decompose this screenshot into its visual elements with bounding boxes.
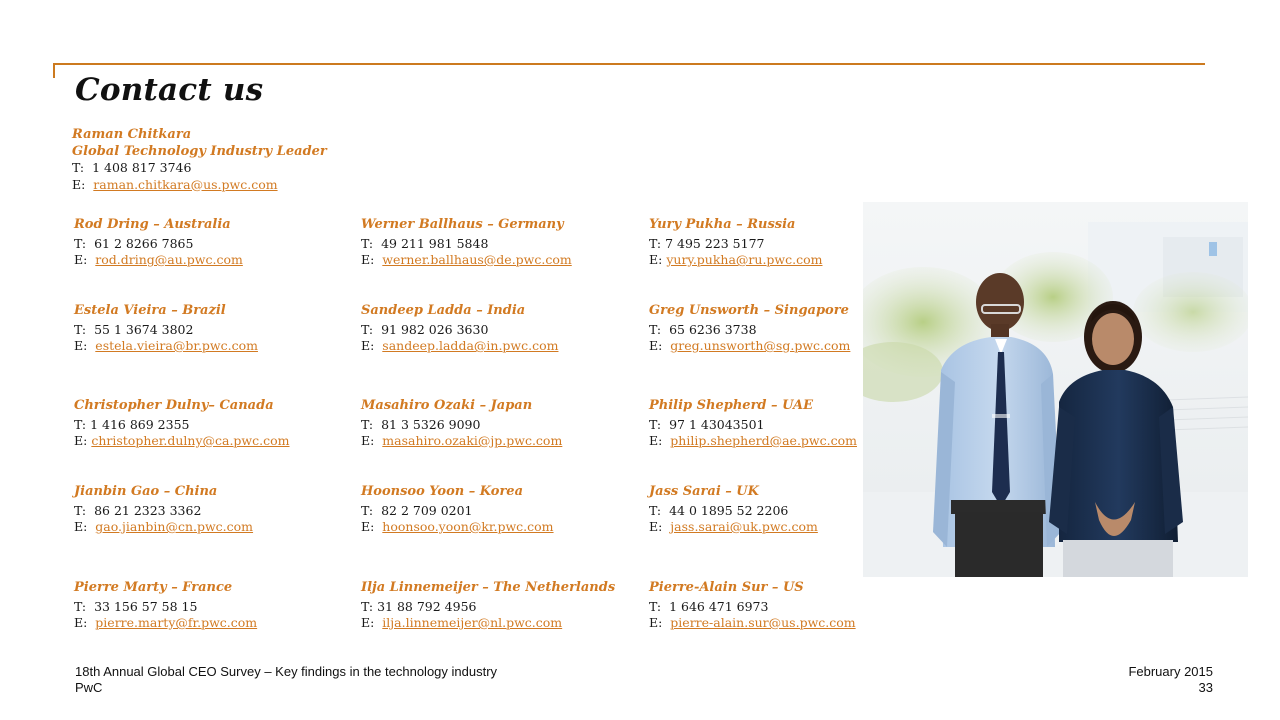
- top-rule-tick: [53, 63, 55, 78]
- contact-email-link[interactable]: sandeep.ladda@in.pwc.com: [382, 338, 559, 353]
- contact-card: [361, 484, 641, 536]
- footer-right: [1128, 664, 1213, 696]
- contact-card: [361, 303, 641, 355]
- page-number: 33: [1198, 680, 1213, 695]
- contact-email-link[interactable]: werner.ballhaus@de.pwc.com: [382, 252, 572, 267]
- phone-label: T:: [74, 416, 87, 432]
- contact-name: Jianbin Gao – China: [74, 484, 218, 499]
- contact-card: [361, 217, 641, 269]
- contact-name: Philip Shepherd – UAE: [649, 398, 814, 413]
- contact-phone: 91 982 026 3630: [381, 321, 489, 337]
- leader-name: Raman Chitkara: [72, 127, 192, 142]
- contact-phone: 82 2 709 0201: [381, 502, 473, 518]
- contact-card: [74, 398, 354, 450]
- contact-phone: 33 156 57 58 15: [94, 598, 198, 614]
- email-label: E:: [74, 615, 88, 630]
- contact-email-link[interactable]: gao.jianbin@cn.pwc.com: [95, 519, 254, 534]
- contact-name: Jass Sarai – UK: [649, 484, 759, 499]
- leader-email-line: [72, 177, 327, 194]
- contact-phone: 1 416 869 2355: [90, 416, 190, 432]
- contact-email-link[interactable]: estela.vieira@br.pwc.com: [95, 338, 258, 353]
- contact-name: Sandeep Ladda – India: [361, 303, 526, 318]
- phone-label: T:: [649, 321, 662, 337]
- contact-card: [361, 580, 641, 632]
- contact-email-link[interactable]: greg.unsworth@sg.pwc.com: [670, 338, 851, 353]
- contact-name: Greg Unsworth – Singapore: [649, 303, 849, 318]
- contact-name: Werner Ballhaus – Germany: [361, 217, 564, 232]
- contact-card: [361, 398, 641, 450]
- contact-email-link[interactable]: pierre-alain.sur@us.pwc.com: [670, 615, 856, 630]
- phone-label: T:: [361, 235, 374, 251]
- leader-role: Global Technology Industry Leader: [72, 143, 327, 159]
- contact-name: Rod Dring – Australia: [74, 217, 231, 232]
- contact-phone: 81 3 5326 9090: [381, 416, 481, 432]
- contact-email-link[interactable]: philip.shepherd@ae.pwc.com: [670, 433, 857, 448]
- contact-card: [74, 484, 354, 536]
- phone-label: T:: [649, 416, 662, 432]
- contact-email-link[interactable]: masahiro.ozaki@jp.pwc.com: [382, 433, 563, 448]
- phone-label: T:: [361, 502, 374, 518]
- footer-brand: PwC: [75, 680, 103, 695]
- contact-name: Estela Vieira – Brazil: [74, 303, 226, 318]
- email-label: E:: [74, 433, 88, 448]
- contact-email-link[interactable]: rod.dring@au.pwc.com: [95, 252, 243, 267]
- contact-name: Yury Pukha – Russia: [649, 217, 796, 232]
- page-title: Contact us: [75, 72, 264, 108]
- phone-label: T:: [649, 598, 662, 614]
- contact-email-link[interactable]: yury.pukha@ru.pwc.com: [666, 252, 823, 267]
- phone-label: T:: [72, 160, 85, 175]
- top-rule: [53, 63, 1205, 65]
- contact-name: Pierre-Alain Sur – US: [649, 580, 804, 595]
- contact-phone: 86 21 2323 3362: [94, 502, 202, 518]
- contact-phone: 44 0 1895 52 2206: [669, 502, 789, 518]
- footer-date: February 2015: [1128, 664, 1213, 679]
- phone-label: T:: [649, 235, 662, 251]
- phone-label: T:: [74, 321, 87, 337]
- email-label: E:: [649, 519, 663, 534]
- contact-card: [74, 303, 354, 355]
- contact-email-link[interactable]: christopher.dulny@ca.pwc.com: [91, 433, 290, 448]
- email-label: E:: [649, 338, 663, 353]
- phone-label: T:: [74, 598, 87, 614]
- contact-email-link[interactable]: pierre.marty@fr.pwc.com: [95, 615, 258, 630]
- email-label: E:: [74, 519, 88, 534]
- contact-phone: 97 1 43043501: [669, 416, 765, 432]
- phone-label: T:: [361, 598, 374, 614]
- leader-phone: 1 408 817 3746: [92, 160, 192, 175]
- contact-email-link[interactable]: hoonsoo.yoon@kr.pwc.com: [382, 519, 554, 534]
- leader-contact: [72, 127, 327, 193]
- contact-email-link[interactable]: ilja.linnemeijer@nl.pwc.com: [382, 615, 563, 630]
- email-label: E:: [361, 338, 375, 353]
- email-label: E:: [361, 615, 375, 630]
- contact-phone: 49 211 981 5848: [381, 235, 489, 251]
- contact-card: [649, 580, 929, 632]
- contact-name: Ilja Linnemeijer – The Netherlands: [361, 580, 616, 595]
- contact-phone: 1 646 471 6973: [669, 598, 769, 614]
- phone-label: T:: [361, 416, 374, 432]
- phone-label: T:: [74, 502, 87, 518]
- contact-email-link[interactable]: jass.sarai@uk.pwc.com: [670, 519, 818, 534]
- contact-phone: 61 2 8266 7865: [94, 235, 194, 251]
- phone-label: T:: [649, 502, 662, 518]
- email-label: E:: [361, 433, 375, 448]
- email-label: E:: [361, 252, 375, 267]
- photo-two-people: [863, 202, 1248, 577]
- contact-name: Hoonsoo Yoon – Korea: [361, 484, 523, 499]
- email-label: E:: [361, 519, 375, 534]
- contact-name: Masahiro Ozaki – Japan: [361, 398, 533, 413]
- footer-survey-title: 18th Annual Global CEO Survey – Key findings in the technology industry: [75, 664, 498, 679]
- contact-phone: 55 1 3674 3802: [94, 321, 194, 337]
- email-label: E:: [649, 615, 663, 630]
- email-label: E:: [649, 433, 663, 448]
- footer-left: [75, 664, 497, 696]
- contact-phone: 7 495 223 5177: [665, 235, 765, 251]
- contact-name: Pierre Marty – France: [74, 580, 233, 595]
- email-label: E:: [74, 338, 88, 353]
- contact-card: [74, 580, 354, 632]
- phone-label: T:: [74, 235, 87, 251]
- contact-card: [74, 217, 354, 269]
- contact-phone: 31 88 792 4956: [377, 598, 477, 614]
- leader-phone-line: [72, 160, 327, 177]
- phone-label: T:: [361, 321, 374, 337]
- leader-email-link[interactable]: raman.chitkara@us.pwc.com: [93, 176, 278, 192]
- contact-phone: 65 6236 3738: [669, 321, 757, 337]
- email-label: E:: [72, 176, 86, 192]
- email-label: E:: [74, 252, 88, 267]
- email-label: E:: [649, 252, 663, 267]
- contact-name: Christopher Dulny– Canada: [74, 398, 274, 413]
